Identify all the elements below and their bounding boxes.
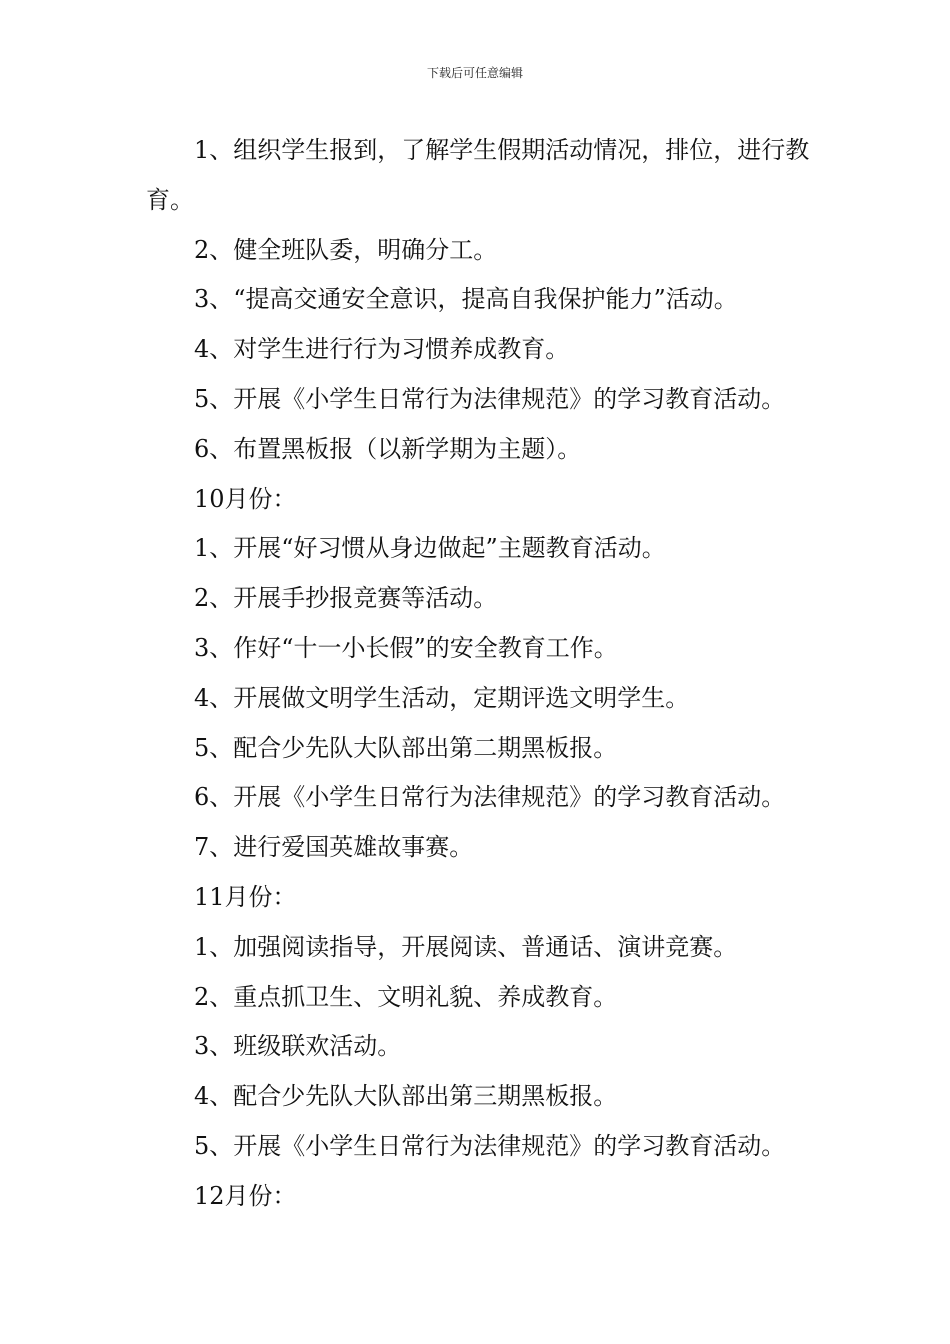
- paragraph: 7、进行爱国英雄故事赛。: [194, 833, 474, 862]
- paragraph: 3、作好“十一小长假”的安全教育工作。: [194, 633, 618, 662]
- paragraph: 4、配合少先队大队部出第三期黑板报。: [194, 1082, 618, 1111]
- month-heading: 10月份：: [194, 484, 297, 513]
- paragraph: 1、组织学生报到，了解学生假期活动情况，排位，进行教育。: [146, 136, 810, 214]
- paragraph: 2、重点抓卫生、文明礼貌、养成教育。: [194, 982, 618, 1011]
- document-body: [146, 126, 816, 1222]
- paragraph: 1、开展“好习惯从身边做起”主题教育活动。: [194, 534, 666, 563]
- paragraph: 2、开展手抄报竞赛等活动。: [194, 584, 498, 613]
- paragraph: 5、开展《小学生日常行为法律规范》的学习教育活动。: [194, 384, 786, 413]
- paragraph: 3、班级联欢活动。: [194, 1032, 402, 1061]
- paragraph: 6、布置黑板报（以新学期为主题）。: [194, 434, 582, 463]
- paragraph: 4、开展做文明学生活动，定期评选文明学生。: [194, 683, 690, 712]
- month-heading: 11月份：: [194, 882, 297, 911]
- paragraph: 5、配合少先队大队部出第二期黑板报。: [194, 733, 618, 762]
- paragraph: 1、加强阅读指导，开展阅读、普通话、演讲竞赛。: [194, 932, 738, 961]
- paragraph: 2、健全班队委，明确分工。: [194, 235, 498, 264]
- paragraph: 3、“提高交通安全意识，提高自我保护能力”活动。: [194, 285, 738, 314]
- paragraph: 4、对学生进行行为习惯养成教育。: [194, 335, 570, 364]
- page-header-note: 下载后可任意编辑: [426, 66, 523, 80]
- paragraph: 5、开展《小学生日常行为法律规范》的学习教育活动。: [194, 1131, 786, 1160]
- month-heading: 12月份：: [194, 1181, 297, 1210]
- paragraph: 6、开展《小学生日常行为法律规范》的学习教育活动。: [194, 783, 786, 812]
